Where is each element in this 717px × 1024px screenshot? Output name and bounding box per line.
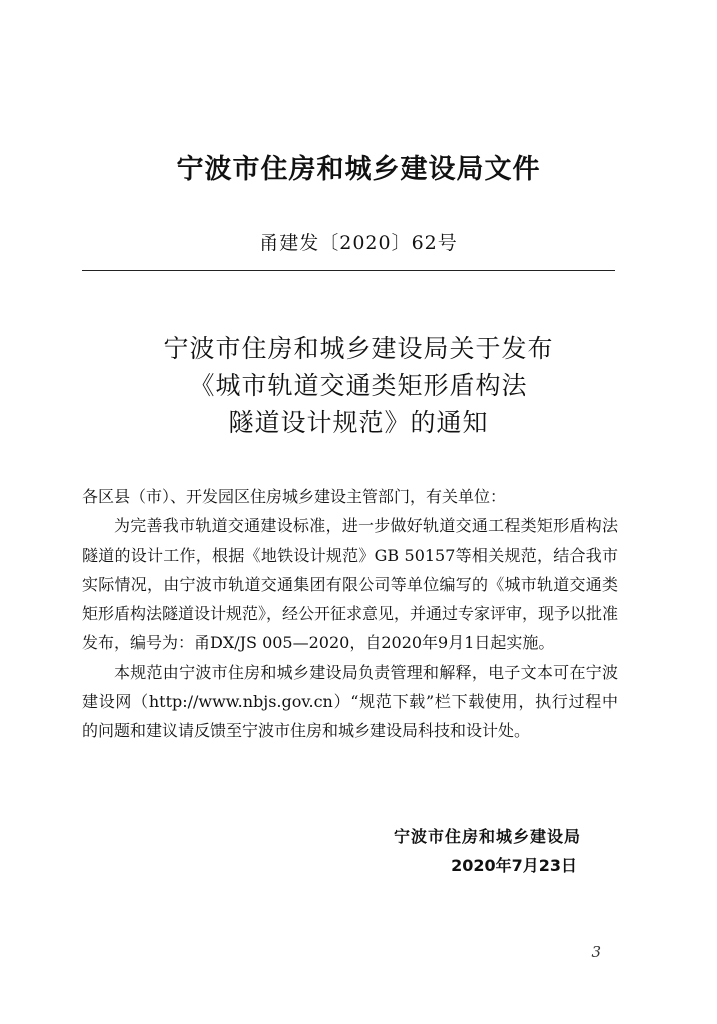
body-paragraph-2: 本规范由宁波市住房和城乡建设局负责管理和解释，电子文本可在宁波建设网（http://www.nbjs.gov.cn）“规范下载”栏下载使用，执行过程中的问题和建议请反馈至宁波市住房和城乡建设局科技和设计处。 xyxy=(82,662,618,741)
notice-title xyxy=(0,330,717,441)
issuing-authority-header: 宁波市住房和城乡建设局文件 xyxy=(176,154,541,185)
header-divider xyxy=(82,270,615,271)
body-paragraph-1: 为完善我市轨道交通建设标准，进一步做好轨道交通工程类矩形盾构法隧道的设计工作，根据《地铁设计规范》GB 50157等相关规范，结合我市实际情况，由宁波市轨道交通集团有限公司等单位编写的《城市轨道交通类矩形盾构法隧道设计规范》，经公开征求意见，并通过专家评审，现予以批准发布，编号为：甬DX/JS 005—2020，自2020年9月1日起实施。 xyxy=(82,516,619,653)
notice-body xyxy=(82,482,618,746)
page-number: 3 xyxy=(591,943,601,961)
signature-organization: 宁波市住房和城乡建设局 xyxy=(393,827,581,846)
notice-title-line-1: 宁波市住房和城乡建设局关于发布 xyxy=(163,334,554,363)
notice-title-line-2: 《城市轨道交通类矩形盾构法 xyxy=(189,371,528,400)
notice-title-line-3: 隧道设计规范》的通知 xyxy=(228,408,489,437)
signature-date: 2020年7月23日 xyxy=(451,856,577,875)
salutation: 各区县（市）、开发园区住房城乡建设主管部门，有关单位： xyxy=(82,487,507,506)
document-number: 甬建发〔2020〕62号 xyxy=(259,232,458,254)
